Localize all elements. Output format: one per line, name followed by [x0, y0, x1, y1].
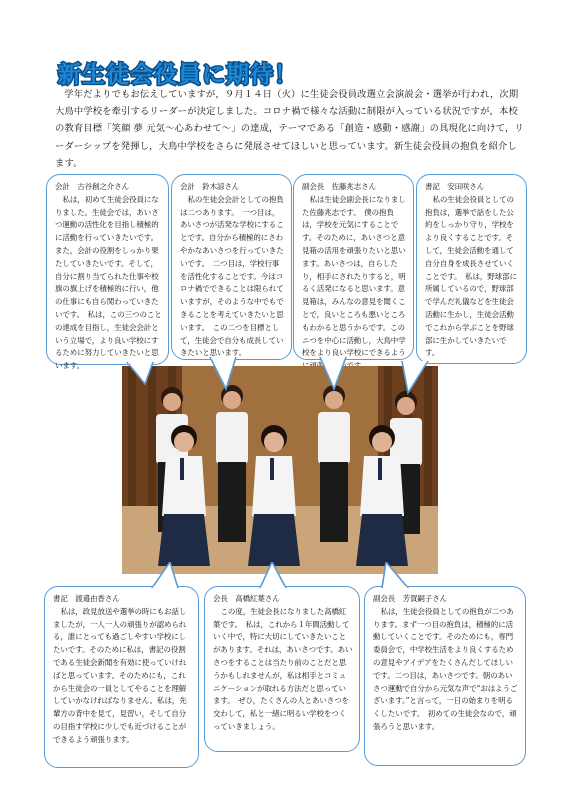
bubble-tail	[150, 562, 180, 588]
bubble-speaker: 副会長 芳賀嗣子さん	[373, 594, 447, 603]
bubble-speaker: 書記 安田咲さん	[425, 182, 485, 191]
bubble-tail	[258, 562, 288, 588]
bubble-tail	[125, 362, 155, 386]
student-council-photo	[122, 366, 438, 574]
bubble-text: 私は，生徒会役員としての抱負が二つあります。まず一つ目の抱負は，積極的に活動していくことです。そのためにも，専門委員会で，中学校生活をより良くするための意見やアイデアをたくさんだしてほしいです。二つ目は，あいさつです。朝のあいさつ運動で自分から元気な声で“おはようございます。”と言って，一日の始まりを明るくしたいです。 初めての生徒会なので，頑張ろうと思います。	[373, 606, 518, 731]
bubble-text: 私の生徒会役員としての抱負は，選挙で話をした公約をしっかり守り，学校をより良くすることです。そして，生徒会活動を通して自分自身を成長させていくことです。 私は，野球部に所属しているので，野球部で学んだ礼儀などを生徒会活動に生かし，生徒会活動でこれから学ぶことを野球部に生かしていきたいです。	[425, 194, 517, 358]
article-title	[55, 56, 305, 90]
intro-paragraph: 学年だよりでもお伝えしていますが，９月１４日（火）に生徒会役員改選立会演説会・選挙が行われ，次期大鳥中学校を牽引するリーダーが決定しました。コロナ禍で様々な活動に制限が入っている状況ですが，本校の教育目標「笑顔 夢 元気～心あわせて～」の達成，テーマである「創造・感動・感謝」の具現化に向けて，リーダーシップを発揮し，大鳥中学校をさらに発展させてほしいと思っています。新生徒会役員の抱負を紹介します。	[55, 89, 524, 169]
bubble-tail	[318, 357, 348, 391]
bubble-text: 私の生徒会会計としての抱負は二つあります。 一つ目は，あいさつが活発な学校にすることです。自分から積極的にさわやかなあいさつを行っていきたいです。 二つ目は，学校行事を活性化することです。今はコロナ禍でできることは限られていますが，そのような中でもできることを考えていきたいと思います。 この二つを目標として，生徒会で自分も成長していきたいと思います。	[180, 194, 284, 358]
speech-bubble-secretary-yasuda	[416, 174, 527, 364]
bubble-speaker: 会計 鈴木諒さん	[180, 182, 240, 191]
bubble-speaker: 会長 高橋紅葉さん	[213, 594, 280, 603]
bubble-speaker: 副会長 佐藤兆志さん	[302, 182, 376, 191]
speech-bubble-secretary-watanabe	[44, 586, 199, 768]
title-text: 新生徒会役員に期待！	[58, 62, 298, 88]
speech-bubble-treasurer-suzuki	[171, 174, 292, 360]
speech-bubble-president-takahashi	[204, 586, 360, 752]
bubble-tail	[400, 361, 430, 395]
speech-bubble-treasurer-furuya	[46, 174, 169, 371]
speech-bubble-vice-president-sato	[293, 174, 414, 360]
bubble-text: この度，生徒会長になりました高橋紅葉です。 私は，これから１年間活動していく中で，特に大切にしていきたいことがあります。それは，あいさつです。あいさつをすることは当たり前のことだと思うかもしれませんが，私は相手とコミュニケーションが取れる方法だと思っています。 ぜひ，たくさんの人とあいさつを交わして，私と一緒に明るい学校をつくっていきましょう。	[213, 606, 353, 731]
bubble-text: 私は，政見放送や選挙の時にもお話しましたが，一人一人の頑張りが認められる，誰にとっても過ごしやすい学校にしたいです。そのために私は，書記の役割である生徒会新聞を有効に使っていければと思っています。そのためにも，これから生徒会の一員としてやることを理解していかなければなりません。私は，先輩方の背中を見て，見習い，そして自分の目指す学校に少しでも近づけることができるよう頑張ります。	[53, 606, 187, 744]
bubble-text: 私は，初めて生徒会役員になりました。生徒会では，あいさつ運動の活性化を目指し積極的に活動を行っていきたいです。また，会計の役割をしっかり果たしていきたいです。そして，自分に割り当てられた仕事や校旗の旗上げを積極的に行い，他の仕事にも自ら関わっていきたいです。 私は，この三つのことの達成を目指し，生徒会会計という立場で，より良い学校にするために努力していきたいと思います。	[55, 194, 162, 371]
bubble-tail	[208, 357, 238, 391]
bubble-speaker: 会計 古谷創之介さん	[55, 182, 129, 191]
speech-bubble-vice-president-haga	[364, 586, 526, 766]
bubble-tail	[380, 562, 410, 588]
bubble-text: 私は生徒会副会長になりました佐藤兆志です。 僕の抱負は，学校を元気にすることです。そのために，あいさつと意見箱の活用を頑張りたいと思います。あいさつは，自らしたり，相手にされたりすると，明るく活発になると思います。意見箱は，みんなの意見を聞くことで，良いところも悪いところもわかると思うからです。このニつを中心に活動し，大鳥中学校をより良い学校にできるよう	[302, 194, 406, 358]
bubble-speaker: 書記 渡邉由香さん	[53, 594, 120, 603]
